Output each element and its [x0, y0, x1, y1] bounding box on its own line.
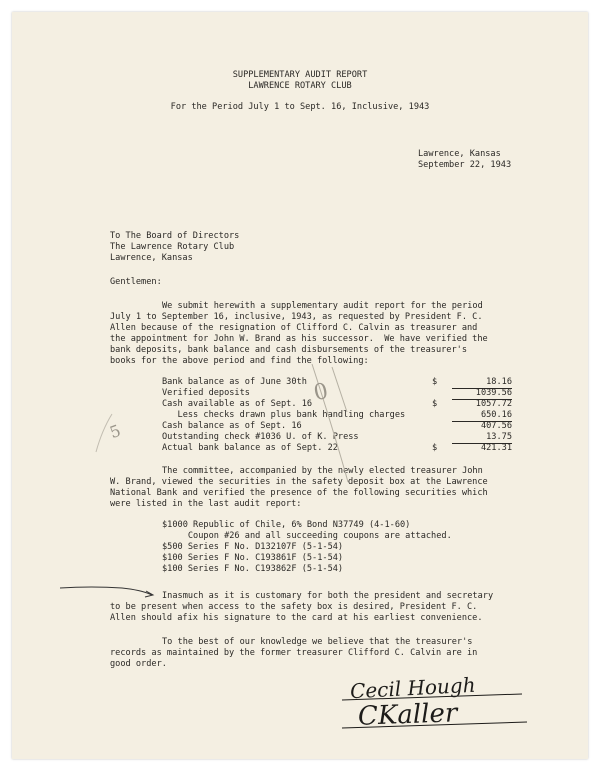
ledger-amount: 650.16	[452, 410, 512, 422]
security-item: Coupon #26 and all succeeding coupons are attached.	[162, 531, 452, 541]
security-item: $100 Series F No. C193861F (5-1-54)	[162, 553, 344, 563]
paragraph-line: We submit herewith a supplementary audit report for the period	[162, 301, 483, 311]
security-item: $1000 Republic of Chile, 6% Bond N37749 (4-1-60)	[162, 520, 411, 530]
paragraph-line: W. Brand, viewed the securities in the safety deposit box at the Lawrence	[110, 477, 488, 487]
pencil-stroke	[332, 367, 347, 412]
ledger-label: Verified deposits	[162, 388, 250, 398]
security-item: $500 Series F No. D132107F (5-1-54)	[162, 542, 344, 552]
paragraph-line: Allen because of the resignation of Clifford C. Calvin as treasurer and	[110, 323, 478, 333]
paragraph-line: books for the above period and find the following:	[110, 356, 369, 366]
paragraph-line: Allen should afix his signature to the card at his earliest convenience.	[110, 613, 483, 623]
report-period: For the Period July 1 to Sept. 16, Inclusive, 1943	[170, 102, 430, 112]
document-page	[12, 12, 588, 759]
ledger-amount: 1039.56	[452, 388, 512, 400]
paragraph-line: to be present when access to the safety box is desired, President F. C.	[110, 602, 478, 612]
signature-hough: Cecil Hough	[349, 672, 477, 704]
ledger-amount: 421.31	[480, 443, 512, 453]
ledger-dollar: $	[432, 399, 438, 409]
arrow-head	[145, 591, 153, 597]
ledger-label: Bank balance as of June 30th	[162, 377, 307, 387]
report-title: SUPPLEMENTARY AUDIT REPORT	[232, 70, 368, 80]
paragraph-line: bank deposits, bank balance and cash disbursements of the treasurer's	[110, 345, 467, 355]
pencil-note: 0	[311, 378, 331, 407]
ledger-label: Cash balance as of Sept. 16	[162, 421, 302, 431]
pencil-note: 5	[107, 420, 124, 443]
ledger-dollar: $	[432, 443, 438, 453]
ledger-amount: 1057.72	[475, 399, 512, 409]
ledger-amount: 18.16	[452, 377, 512, 389]
paragraph-line: July 1 to September 16, inclusive, 1943, as requested by President F. C.	[110, 312, 483, 322]
paragraph-line: National Bank and verified the presence of the following securities which	[110, 488, 488, 498]
ledger-label: Actual bank balance as of Sept. 22	[162, 443, 338, 453]
paragraph-line: the appointment for John W. Brand as his successor. We have verified the	[110, 334, 488, 344]
dateline-place: Lawrence, Kansas	[418, 149, 501, 159]
ledger-label: Outstanding check #1036 U. of K. Press	[162, 432, 359, 442]
paragraph-line: were listed in the last audit report:	[110, 499, 302, 509]
ledger-label: Less checks drawn plus bank handling charges	[162, 410, 406, 420]
paragraph-line: records as maintained by the former treasurer Clifford C. Calvin are in	[110, 648, 478, 658]
dateline-date: September 22, 1943	[418, 160, 512, 170]
security-item: $100 Series F No. C193862F (5-1-54)	[162, 564, 344, 574]
signature-allen: CKaller	[357, 698, 458, 732]
paragraph-line: Inasmuch as it is customary for both the president and secretary	[162, 591, 494, 601]
address-line: To The Board of Directors	[110, 231, 240, 241]
paragraph-line: To the best of our knowledge we believe that the treasurer's	[162, 637, 473, 647]
address-line: Lawrence, Kansas	[110, 253, 193, 263]
address-line: The Lawrence Rotary Club	[110, 242, 235, 252]
arrow-line	[60, 587, 152, 595]
paragraph-line: The committee, accompanied by the newly elected treasurer John	[162, 466, 483, 476]
salutation: Gentlemen:	[110, 277, 162, 287]
paragraph-line: good order.	[110, 659, 167, 669]
ledger-label: Cash available as of Sept. 16	[162, 399, 313, 409]
ledger-dollar: $	[432, 377, 438, 387]
club-name: LAWRENCE ROTARY CLUB	[248, 81, 352, 91]
ledger-amount: 407.56	[480, 421, 512, 431]
ledger-amount: 13.75	[452, 432, 512, 444]
